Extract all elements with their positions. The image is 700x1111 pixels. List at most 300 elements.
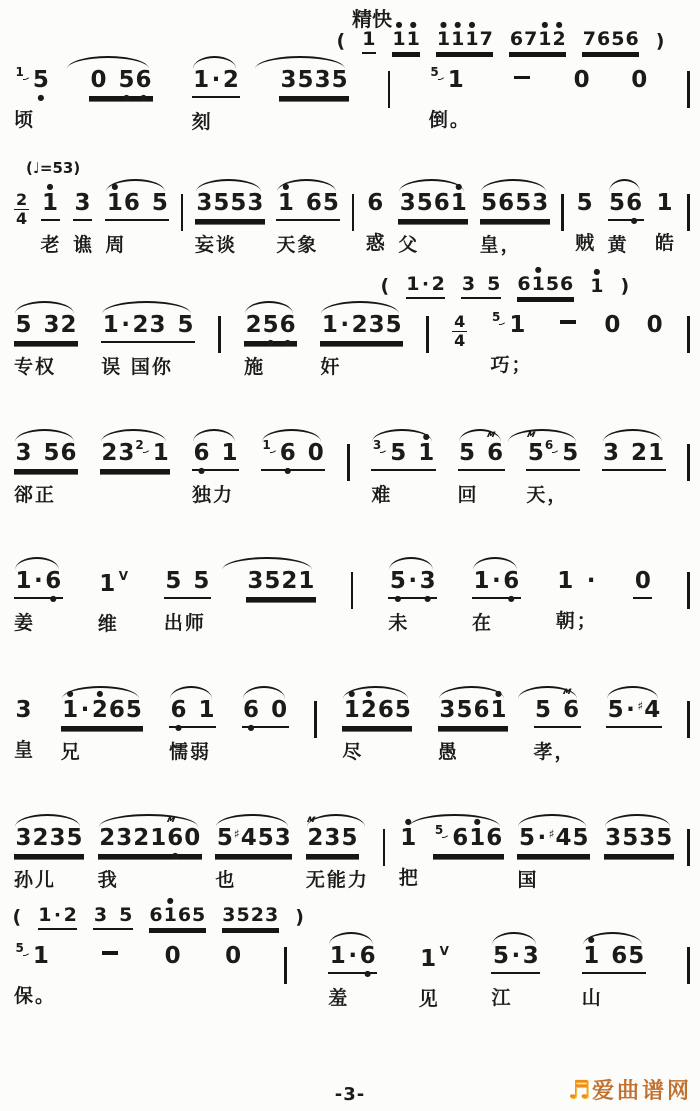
- dash-note: [514, 76, 530, 79]
- note-digit: 2: [99, 824, 116, 851]
- notation-cell: [163, 942, 182, 972]
- note-digits: [630, 69, 649, 96]
- lyric: 皇: [14, 738, 36, 761]
- tempo-label: (♩=53): [26, 159, 81, 177]
- augmentation-dot: ·: [537, 824, 547, 851]
- note-digits: [655, 189, 674, 219]
- lyric: 难: [371, 483, 393, 506]
- notation-cell: [14, 311, 78, 379]
- lyric: 惑: [365, 231, 387, 254]
- note-digit: 3: [149, 311, 166, 338]
- note-digit: 5: [656, 824, 673, 851]
- octave-dot-above: ●: [494, 688, 502, 698]
- notation-cell: [603, 311, 622, 341]
- note-group: [429, 65, 471, 96]
- note-digit: 6 ●: [279, 311, 296, 347]
- note-digit: 3: [247, 189, 264, 216]
- note-group: [371, 431, 435, 471]
- note-digit: 3: [399, 189, 416, 216]
- note-digit: 3: [74, 189, 91, 216]
- octave-dot-below: ●: [49, 593, 57, 603]
- augmentation-dot: ·: [80, 696, 90, 723]
- lyric: 孙儿: [14, 868, 57, 891]
- note-digits: [572, 69, 591, 96]
- note-group: [41, 181, 62, 221]
- note-group: [602, 439, 666, 471]
- time-signature-top: 2: [16, 189, 28, 209]
- octave-dot-below: ●: [284, 337, 292, 347]
- staff-row: [0, 54, 700, 134]
- note-digits: [491, 942, 540, 974]
- note-digits: [602, 439, 666, 471]
- staff-row: [0, 427, 700, 507]
- octave-dot-above: ●: [454, 20, 462, 29]
- lyric: 独力: [192, 483, 235, 506]
- note-digit: 5: [264, 567, 281, 594]
- note-group: [490, 309, 532, 341]
- note-digits: [472, 567, 521, 603]
- lyric: 谯: [72, 233, 94, 256]
- augmentation-dot: ·: [211, 67, 221, 93]
- barline: [388, 71, 391, 108]
- breath-mark: V: [118, 568, 128, 583]
- octave-dot-below: ●: [37, 93, 45, 102]
- note-digit: 1 ●: [406, 20, 420, 50]
- note-digit: 3: [118, 439, 135, 466]
- note-digit: 6: [452, 824, 469, 851]
- note-group: [491, 942, 540, 974]
- notation-cell: [192, 439, 239, 507]
- mordent-icon: ᴍ: [305, 813, 316, 825]
- notation-cell: [242, 696, 289, 732]
- note-group: [398, 181, 468, 221]
- octave-dot-below: ●: [123, 93, 130, 102]
- note-group: [517, 824, 590, 856]
- grace-note: 5: [491, 311, 507, 325]
- barline: [181, 194, 184, 231]
- lyric: 皇，: [479, 233, 522, 256]
- sharp-icon: ♯: [233, 826, 240, 841]
- octave-dot-above: ●: [455, 181, 463, 191]
- lyric: 兄: [60, 740, 82, 763]
- note-digit: 3: [116, 824, 133, 851]
- annotation-cell: [406, 272, 446, 299]
- note-digit: 1 ●: [436, 20, 451, 50]
- note-digit: 1: [99, 570, 116, 597]
- note-digits: [192, 439, 239, 475]
- note-group: [242, 696, 289, 732]
- staff-row: [0, 930, 700, 1011]
- notation-cell: [215, 824, 292, 892]
- notation-cell: [105, 181, 169, 257]
- note-digit: 1 ●: [451, 20, 465, 50]
- notation-cell: [491, 942, 540, 1010]
- note-digits: [608, 189, 644, 225]
- footer: [0, 1073, 700, 1107]
- augmentation-dot: ·: [408, 567, 418, 594]
- note-group: [61, 688, 144, 728]
- note-digits: [89, 67, 153, 102]
- note-group: [655, 189, 676, 219]
- notation-cell: [517, 824, 590, 892]
- notation-cell: [388, 567, 437, 635]
- octave-dot-above: ●: [422, 431, 430, 441]
- annotation-cell: [380, 274, 390, 299]
- note-group: [575, 189, 596, 219]
- note-digit: 1: [32, 942, 49, 969]
- system: [0, 684, 700, 764]
- note-digits: [582, 934, 646, 974]
- note-digit: 5: [572, 824, 589, 851]
- octave-dot-above: ●: [365, 688, 373, 698]
- note-digit: 5 ●: [262, 311, 279, 347]
- note-digits: [438, 688, 508, 728]
- note-group: [534, 685, 581, 728]
- lyric: 也: [215, 868, 237, 891]
- note-digit: 5 ●: [118, 67, 135, 102]
- note-group: [320, 311, 403, 343]
- note-digits: [14, 567, 63, 603]
- note-digit: 1: [221, 439, 238, 466]
- note-digit: 5: [230, 189, 247, 216]
- note-digit: 1 ●: [469, 816, 486, 851]
- notation-cell: [14, 824, 84, 892]
- lyric: 江: [491, 986, 513, 1009]
- note-digit: 5 ᴍ: [526, 428, 544, 466]
- lyric: 施: [244, 355, 266, 378]
- music-notes-icon: ♬: [567, 1075, 590, 1104]
- barline: [426, 316, 429, 353]
- notation-cell: [604, 824, 674, 856]
- note-digit: 5: [456, 696, 473, 723]
- octave-dot-above: ●: [111, 181, 119, 191]
- note-digit: 0: [164, 942, 181, 969]
- augmentation-dot: ·: [626, 696, 635, 723]
- note-digit: 3: [43, 311, 60, 338]
- octave-dot-above: ●: [440, 20, 447, 29]
- note-group: [630, 69, 649, 96]
- note-digit: 6: [509, 28, 524, 50]
- annotation-cell: [149, 895, 206, 930]
- note-digit: 6: [367, 189, 384, 216]
- note-group: [510, 69, 534, 96]
- note-digits: [328, 942, 377, 978]
- note-group: [366, 189, 387, 219]
- octave-dot-above: ●: [166, 895, 174, 905]
- paren: (: [336, 30, 346, 52]
- notation-cell: [633, 567, 652, 599]
- note-digit: 1: [193, 67, 210, 93]
- note-digit: 5: [322, 189, 339, 216]
- note-digits: [633, 567, 652, 599]
- octave-dot-below: ●: [284, 465, 292, 475]
- barline: [687, 572, 690, 609]
- octave-dot-above: ●: [541, 20, 549, 29]
- annotation-cell: [509, 20, 566, 54]
- note-digit: 5: [193, 567, 210, 594]
- dash-note: [102, 951, 118, 954]
- barline: [687, 947, 690, 984]
- notation-cell: [100, 437, 170, 471]
- lyric: 黄: [607, 233, 629, 256]
- note-digit: 1 ●: [418, 431, 435, 466]
- note-group: [101, 311, 195, 343]
- note-digit: 5: [257, 824, 274, 851]
- notation-cell: [60, 688, 144, 764]
- octave-dot-above: ●: [593, 266, 601, 276]
- note-digit: 6: [560, 272, 574, 295]
- grace-note: 1: [15, 66, 31, 80]
- note-digit: 1 ●: [42, 181, 59, 216]
- note-digit: 1 ●: [490, 688, 507, 723]
- note-digit: 3: [247, 567, 264, 594]
- lyric: 山: [581, 986, 603, 1009]
- annotation-cell: [336, 32, 346, 54]
- notation-cell: [437, 688, 508, 764]
- notation-cell: [526, 428, 579, 507]
- note-digits: [604, 824, 674, 856]
- note-digit: 1 ●: [450, 181, 467, 216]
- note-digits: [388, 567, 437, 603]
- octave-dot-below: ●: [174, 722, 182, 732]
- paren: (: [380, 274, 390, 297]
- lyric: 愚: [437, 740, 459, 763]
- annotation-cell: [620, 274, 630, 299]
- barline: [687, 444, 690, 481]
- notation-cell: [365, 189, 387, 255]
- notation-cell: [328, 942, 377, 1010]
- octave-dot-above: ●: [409, 20, 417, 29]
- notation-cell: [398, 181, 468, 257]
- note-digits: [433, 816, 503, 856]
- note-group: [606, 696, 662, 728]
- note-group: [14, 65, 50, 102]
- note-digit: 7: [582, 28, 596, 50]
- note-digit: 5: [576, 189, 593, 216]
- note-digit: 6: [60, 439, 77, 466]
- staff-row: [0, 684, 700, 764]
- note-digits: [399, 816, 418, 854]
- note-digit: 6 ●: [135, 67, 152, 102]
- notation-cell: [101, 311, 195, 379]
- notation-cell: [342, 688, 412, 764]
- annotation-cell: [12, 905, 22, 930]
- note-digit: 5: [487, 272, 501, 295]
- annotation-cell: [38, 903, 78, 930]
- watermark: [568, 1074, 692, 1105]
- lyric: 顷: [14, 109, 36, 131]
- note-digit: 0: [184, 824, 201, 851]
- annotation-cell: [590, 266, 604, 299]
- note-digits: [371, 431, 435, 471]
- note-digit: 6 ●: [359, 942, 376, 978]
- note-digit: 5: [562, 439, 579, 466]
- note-digit: 6: [625, 28, 639, 50]
- note-digit: 6 ●: [45, 567, 62, 603]
- note-group: [215, 824, 292, 856]
- lyric: 保。: [14, 984, 57, 1007]
- note-group: [458, 428, 505, 471]
- note-digit: 1: [150, 824, 167, 851]
- note-digit: 5 ●: [389, 567, 406, 603]
- note-digit: 3: [274, 824, 291, 851]
- note-digit: 5: [151, 189, 168, 216]
- note-digit: 5: [492, 942, 509, 969]
- notation-cell: [428, 65, 471, 132]
- note-group: [305, 813, 369, 856]
- note-group: [603, 311, 622, 341]
- note-digit: 1: [298, 567, 315, 594]
- system: [0, 812, 700, 892]
- note-group: [438, 688, 508, 728]
- note-digit: 3: [324, 824, 341, 851]
- paren: ): [295, 905, 304, 928]
- note-digit: 3: [93, 903, 108, 926]
- note-digits: [517, 824, 590, 856]
- note-digit: 6 ᴍ ●: [165, 813, 184, 860]
- annotation-run: [0, 895, 700, 930]
- lyric: 在: [472, 611, 494, 634]
- barline: [687, 71, 690, 108]
- note-group: [556, 314, 580, 341]
- note-digit: 6: [305, 189, 322, 216]
- note-group: [433, 816, 503, 856]
- note-digit: 5: [125, 696, 142, 723]
- note-digit: 1: [152, 439, 169, 466]
- note-group: [279, 69, 349, 98]
- note-group: [261, 437, 325, 475]
- notation-cell: [419, 945, 450, 1011]
- note-digit: 7: [479, 28, 493, 50]
- note-group: [399, 816, 420, 854]
- annotation-run: [0, 264, 700, 299]
- time-signature-top: 4: [454, 311, 466, 331]
- octave-dot-below: ●: [630, 215, 638, 225]
- augmentation-dot: ·: [340, 311, 350, 338]
- note-digit: 1 ●: [538, 20, 552, 50]
- note-group: [98, 945, 122, 972]
- note-digit: 5: [331, 67, 348, 93]
- note-group: [14, 824, 84, 856]
- augmentation-dot: ·: [421, 272, 430, 295]
- note-digits: [105, 181, 169, 221]
- note-digit: 1 ●: [343, 688, 360, 723]
- note-group: [472, 567, 521, 603]
- note-digit: 5: [165, 567, 182, 594]
- grace-note: 6: [544, 439, 560, 453]
- notation-cell: [98, 570, 129, 636]
- notation-cell: [40, 181, 62, 257]
- note-digit: 0: [90, 67, 107, 93]
- octave-dot-above: ●: [587, 934, 595, 944]
- augmentation-dot: ·: [53, 903, 62, 926]
- lyric: 皓: [654, 231, 676, 254]
- octave-dot-above: ●: [555, 20, 563, 29]
- lyric: 把: [398, 866, 420, 889]
- system: [0, 8, 700, 134]
- notation-cell: [606, 696, 662, 728]
- notation-cell: [572, 69, 591, 96]
- note-digit: 5 ●: [32, 67, 49, 102]
- note-digit: 1: [557, 567, 574, 594]
- note-digit: 1: [648, 439, 665, 466]
- note-digit: 5: [459, 439, 476, 466]
- notation-cell: [72, 189, 94, 257]
- note-digit: 0: [634, 567, 651, 594]
- note-group: [73, 189, 94, 221]
- note-digit: 2: [32, 824, 49, 851]
- annotation-notes: [380, 264, 630, 299]
- annotation-notes: [12, 895, 304, 930]
- time-signature-bottom: 4: [16, 209, 28, 229]
- lyric: 未: [388, 611, 410, 634]
- note-group: [526, 428, 579, 471]
- note-group: [276, 181, 340, 221]
- breath-mark: V: [439, 943, 449, 958]
- barline: [687, 829, 690, 866]
- note-digit: 1: [329, 942, 346, 969]
- notation-cell: [630, 69, 649, 96]
- annotation-cell: [436, 20, 493, 54]
- notation-cell: [645, 311, 664, 341]
- annotation-cell: [461, 272, 501, 299]
- note-digit: 6 ●: [279, 439, 296, 475]
- note-digit: 7: [524, 28, 538, 50]
- octave-dot-below: ●: [267, 337, 275, 347]
- note-group: [645, 311, 664, 341]
- notation-cell: [98, 945, 122, 972]
- notation-cell: [246, 567, 316, 599]
- notation-cell: [261, 437, 325, 475]
- notation-cell: [479, 189, 550, 257]
- lyric: 维: [97, 612, 119, 635]
- system: [0, 555, 700, 636]
- note-digits: [98, 945, 122, 972]
- sharp-icon: ♯: [637, 698, 644, 713]
- time-signature: [452, 311, 467, 351]
- notation-cell: [14, 65, 50, 132]
- note-group: [195, 189, 265, 221]
- note-group: [14, 940, 56, 972]
- note-digit: 1: [447, 67, 464, 93]
- note-digit: ♯4: [548, 824, 572, 851]
- note-digit: 2: [132, 311, 149, 338]
- note-digit: 5: [518, 824, 535, 851]
- note-group: [14, 439, 78, 471]
- note-group: [480, 189, 550, 221]
- notation-cell: [555, 567, 599, 633]
- lyric: 专权: [14, 355, 57, 378]
- note-digits: [224, 942, 243, 972]
- grace-note: 5: [434, 824, 450, 838]
- notation-cell: [305, 813, 369, 892]
- note-group: [582, 934, 646, 974]
- note-digit: 2: [101, 439, 118, 466]
- annotation-cell: [517, 264, 574, 299]
- note-group: [192, 439, 239, 475]
- augmentation-dot: ·: [348, 942, 358, 969]
- note-digit: 2: [63, 903, 77, 926]
- note-digit: 5: [236, 903, 250, 926]
- lyric: 倒。: [428, 109, 471, 131]
- lyric: 无能力: [305, 868, 369, 891]
- note-digits: [163, 942, 182, 972]
- octave-dot-above: ●: [395, 20, 403, 29]
- note-group: [224, 942, 243, 972]
- note-digits: [276, 181, 340, 221]
- note-digits: [458, 428, 505, 471]
- note-digits: [98, 813, 202, 860]
